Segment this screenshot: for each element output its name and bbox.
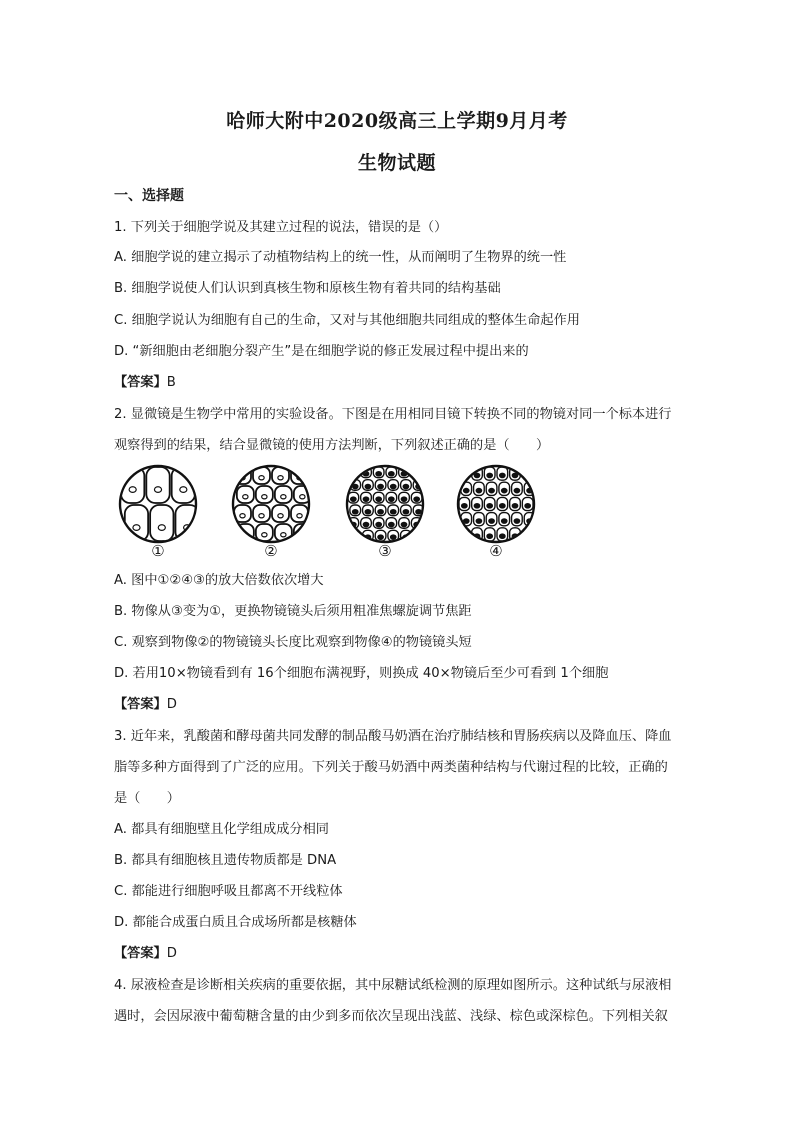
cell-nucleus [154,487,161,493]
cell-nucleus [158,525,165,531]
cell-nucleus [281,533,286,537]
cell-nucleus [403,510,409,514]
q2-stem-line-2: 观察得到的结果，结合显微镜的使用方法判断，下列叙述正确的是（ ） [114,438,550,453]
cell [291,467,308,484]
cell [411,467,422,478]
cell-nucleus [376,497,382,501]
cell [413,530,424,541]
cell-nucleus [376,522,382,526]
field-label-3: ③ [378,542,392,560]
cell [150,505,173,541]
field-label-2: ② [264,542,278,560]
cell-nucleus [278,476,283,480]
cell-nucleus [390,484,396,488]
q1-answer-tag: 【答案】 [114,375,167,390]
cell-nucleus [525,534,531,538]
q4-stem-line-1: 4. 尿液检查是诊断相关疾病的重要依据，其中尿糖试纸检测的原理如图所示。这种试纸与尿液相 [114,978,672,993]
cell-nucleus [129,487,136,493]
q2-answer [114,696,177,714]
cell-nucleus [389,497,395,501]
cell-nucleus [476,519,482,523]
cell-nucleus [351,497,357,501]
field-view-4 [454,462,538,546]
cell-nucleus [300,533,305,537]
cell-nucleus [390,510,396,514]
cell-nucleus [133,525,140,531]
field-label-1: ① [151,542,165,560]
cell-nucleus [463,488,469,492]
cell-nucleus [365,484,371,488]
cell-nucleus [352,535,358,539]
cell-nucleus [363,522,369,526]
field-view-3 [343,462,427,546]
cell-nucleus [514,488,520,492]
q4-stem-line-2: 遇时，会因尿液中葡萄糖含量的由少到多而依次呈现出浅蓝、浅绿、棕色或深棕色。下列相关叙 [114,1009,668,1024]
q1-option-c: C. 细胞学说认为细胞有自己的生命，又对与其他细胞共同组成的整体生命起作用 [114,313,580,328]
cell-nucleus [259,476,264,480]
cell-nucleus [500,473,506,477]
cell-nucleus [512,504,518,508]
cell-nucleus [487,534,493,538]
cell-nucleus [262,495,267,499]
cell-nucleus [500,534,506,538]
cell-nucleus [416,535,422,539]
cell-nucleus [462,473,468,477]
q1-option-d: D. “新细胞由老细胞分裂产生”是在细胞学说的修正发展过程中提出来的 [114,344,529,359]
cell-nucleus [378,510,384,514]
cell-nucleus [525,504,531,508]
cell-nucleus [487,504,493,508]
cell-nucleus [352,510,358,514]
section-heading: 一、选择题 [114,188,184,204]
field-label-4: ④ [489,542,503,560]
cell-nucleus [278,514,283,518]
exam-title: 哈师大附中2020级高三上学期9月月考 [226,110,568,132]
cell [146,467,169,503]
cell-nucleus [281,495,286,499]
cell-nucleus [501,519,507,523]
cell-nucleus [501,488,507,492]
cell-nucleus [401,522,407,526]
cell-nucleus [300,495,305,499]
cell-nucleus [180,487,187,493]
q3-option-c: C. 都能进行细胞呼吸且都离不开线粒体 [114,884,343,899]
q2-option-a: A. 图中①②④③的放大倍数依次增大 [114,573,324,588]
field-view-1 [116,462,200,546]
q2-answer-tag: 【答案】 [114,697,167,712]
q3-stem-line-2: 脂等多种方面得到了广泛的应用。下列关于酸马奶酒中两类菌种结构与代谢过程的比较，正确的 [114,760,668,775]
q1-option-b: B. 细胞学说使人们认识到真核生物和原核生物有着共同的结构基础 [114,281,501,296]
cell-nucleus [376,472,382,476]
q3-answer-tag: 【答案】 [114,946,167,961]
cell-nucleus [297,514,302,518]
cell-nucleus [378,484,384,488]
cell-nucleus [489,519,495,523]
cell [234,467,251,484]
q2-option-b: B. 物像从③变为①，更换物镜镜头后须用粗准焦螺旋调节焦距 [114,604,472,619]
q2-option-d: D. 若用10×物镜看到有 16个细胞布满视野，则换成 40×物镜后至少可看到 1个细胞 [114,666,609,681]
cell-nucleus [476,488,482,492]
microscope-figure [108,462,548,572]
q1-answer [114,374,176,392]
cell-nucleus [414,497,420,501]
q2-option-c: C. 观察到物像②的物镜镜头长度比观察到物像④的物镜镜头短 [114,635,472,650]
field-boundary [347,466,423,542]
q3-option-b: B. 都具有细胞核且遗传物质都是 DNA [114,853,337,868]
exam-subtitle: 生物试题 [357,152,436,174]
field-view-2 [229,462,313,546]
cell-nucleus [365,510,371,514]
cell-nucleus [489,488,495,492]
cell-nucleus [416,510,422,514]
cell-nucleus [474,504,480,508]
cell-nucleus [462,504,468,508]
q2-answer-value: D [166,697,177,712]
cell-nucleus [401,497,407,501]
cell-nucleus [389,472,395,476]
cell-nucleus [514,519,520,523]
q3-option-d: D. 都能合成蛋白质且合成场所都是核糖体 [114,915,357,930]
q3-stem-line-1: 3. 近年来，乳酸菌和酵母菌共同发酵的制品酸马奶酒在治疗肺结核和胃肠疾病以及降血压、降血 [114,729,672,744]
cell-nucleus [463,519,469,523]
cell-nucleus [500,504,506,508]
q3-answer-value: D [166,946,177,961]
q1-option-a: A. 细胞学说的建立揭示了动植物结构上的统一性，从而阐明了生物界的统一性 [114,250,567,265]
cell-nucleus [390,535,396,539]
cell-nucleus [525,473,531,477]
cell-nucleus [462,534,468,538]
q3-answer [114,945,177,963]
cell-nucleus [259,514,264,518]
q1-stem: 1. 下列关于细胞学说及其建立过程的说法，错误的是（） [114,220,448,235]
cell-nucleus [351,472,357,476]
cell-nucleus [389,522,395,526]
cell-nucleus [414,472,420,476]
q3-stem-line-3: 是（ ） [114,791,180,806]
q1-answer-value: B [166,375,176,390]
cell-nucleus [487,473,493,477]
cell-nucleus [512,473,518,477]
cell-nucleus [243,495,248,499]
cell-nucleus [240,514,245,518]
q2-stem-line-1: 2. 显微镜是生物学中常用的实验设备。下图是在用相同目镜下转换不同的物镜对同一个标本进行 [114,407,672,422]
cell-nucleus [474,473,480,477]
cell-nucleus [378,535,384,539]
cell-nucleus [363,497,369,501]
q3-option-a: A. 都具有细胞壁且化学组成成分相同 [114,822,329,837]
cell-nucleus [262,533,267,537]
cell-nucleus [403,484,409,488]
cell [348,467,359,478]
